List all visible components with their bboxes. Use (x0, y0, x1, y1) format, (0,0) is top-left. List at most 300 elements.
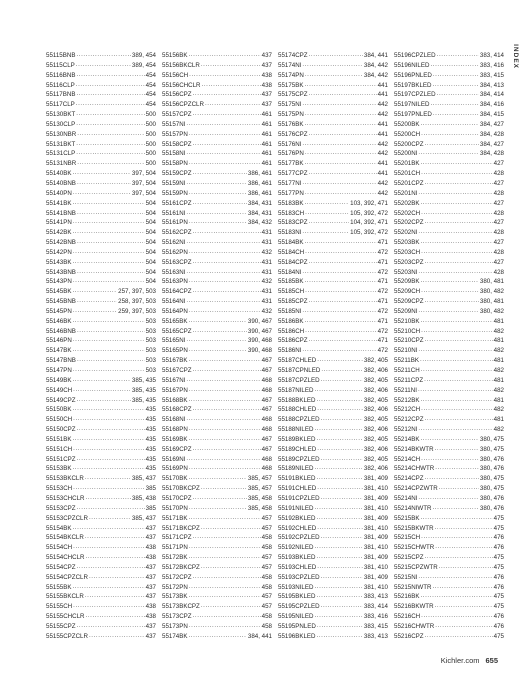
part-number: 55216BK (394, 593, 420, 601)
part-number: 55141PN (46, 219, 72, 227)
part-number: 55164PN (162, 307, 188, 315)
index-entry (278, 622, 388, 632)
index-entry (46, 366, 156, 376)
part-number: 55192NILED (278, 544, 314, 552)
index-entry (394, 356, 504, 366)
part-number: 55186NI (278, 347, 302, 355)
page-reference: 471 (377, 317, 388, 325)
part-number: 55203CPZ (394, 258, 424, 266)
index-entry (394, 602, 504, 612)
index-entry (46, 573, 156, 583)
index-entry (162, 317, 272, 327)
dot-leader (193, 258, 261, 268)
dot-leader (317, 474, 363, 484)
part-number: 55163CPZ (162, 258, 192, 266)
index-entry (162, 277, 272, 287)
part-number: 55116BNB (46, 71, 76, 79)
part-number: 55191CPZLED (278, 494, 320, 502)
page-reference: 383, 414 (479, 52, 504, 59)
part-number: 55153CPZCLR (46, 514, 88, 522)
page-reference: 500 (145, 140, 156, 148)
page-reference: 475 (493, 524, 504, 532)
dot-leader (89, 632, 145, 642)
dot-leader (317, 435, 363, 445)
dot-leader (302, 228, 349, 238)
page-reference: 458 (261, 534, 272, 542)
dot-leader (317, 622, 363, 632)
part-number: 55130BKT (46, 111, 76, 119)
dot-leader (437, 51, 479, 61)
part-number: 55195CPZLED (278, 603, 320, 611)
dot-leader (420, 396, 492, 406)
part-number: 55183NI (278, 229, 302, 237)
index-entry (278, 169, 388, 179)
part-number: 55196BKLED (278, 632, 316, 640)
dot-leader (73, 189, 131, 199)
page-reference: 431 (261, 258, 272, 266)
page-reference: 381, 409 (363, 514, 388, 522)
part-number: 55169BK (162, 435, 188, 443)
index-entry (278, 543, 388, 553)
page-reference: 383, 414 (363, 603, 388, 611)
page-reference: 435 (145, 455, 156, 463)
part-number: 55130NBR (46, 130, 77, 138)
page-reference: 454 (145, 71, 156, 79)
dot-leader (189, 425, 261, 435)
page-reference: 384, 431 (247, 199, 272, 207)
dot-leader (76, 61, 131, 71)
dot-leader (425, 336, 493, 346)
index-entry (394, 179, 504, 189)
dot-leader (321, 494, 363, 504)
dot-leader (305, 327, 377, 337)
part-number: 55212BK (394, 396, 420, 404)
index-entry (162, 287, 272, 297)
dot-leader (189, 71, 261, 81)
part-number: 55150BK (46, 406, 72, 414)
index-entry (162, 455, 272, 465)
index-entry (46, 445, 156, 455)
index-entry (162, 120, 272, 130)
part-number: 55215CHWTR (394, 544, 435, 552)
index-entry (278, 346, 388, 356)
page-reference: 427 (493, 219, 504, 227)
index-entry (46, 336, 156, 346)
page-reference: 257, 397, 503 (118, 288, 156, 296)
index-entry (162, 445, 272, 455)
dot-leader (76, 100, 145, 110)
index-entry (46, 543, 156, 553)
page-reference: 104, 392, 471 (350, 219, 388, 227)
dot-leader (73, 307, 117, 317)
dot-leader (420, 592, 492, 602)
dot-leader (432, 504, 478, 514)
index-entry (46, 464, 156, 474)
page-reference: 504 (145, 229, 156, 237)
index-entry (278, 573, 388, 583)
dot-leader (418, 494, 479, 504)
dot-leader (186, 415, 260, 425)
dot-leader (418, 228, 492, 238)
dot-leader (317, 396, 363, 406)
part-number: 55172PN (162, 583, 188, 591)
part-number: 55175CPZ (278, 91, 308, 99)
dot-leader (76, 110, 144, 120)
dot-leader (76, 51, 130, 61)
dot-leader (193, 228, 261, 238)
dot-leader (425, 553, 493, 563)
dot-leader (193, 573, 261, 583)
part-number: 55153BK (46, 465, 72, 473)
dot-leader (73, 602, 145, 612)
dot-leader (309, 297, 377, 307)
part-number: 55176NI (278, 140, 302, 148)
dot-leader (73, 415, 145, 425)
index-entry (46, 159, 156, 169)
index-entry (162, 543, 272, 553)
part-number: 55168PN (162, 426, 188, 434)
page-reference: 503 (145, 337, 156, 345)
dot-leader (305, 209, 349, 219)
dot-leader (420, 120, 478, 130)
index-entry (162, 602, 272, 612)
part-number: 55117BNB (46, 91, 76, 99)
dot-leader (425, 474, 479, 484)
index-entry (278, 494, 388, 504)
index-entry (46, 149, 156, 159)
part-number: 55140PN (46, 189, 72, 197)
page-reference: 381, 410 (363, 504, 388, 512)
index-entry (394, 317, 504, 327)
index-entry (278, 533, 388, 543)
page-reference: 431 (261, 268, 272, 276)
part-number: 55167BK (162, 357, 188, 365)
part-number: 55143BNB (46, 268, 76, 276)
page-reference: 475 (493, 603, 504, 611)
index-entry (162, 592, 272, 602)
part-number: 55175NI (278, 101, 302, 109)
index-entry (46, 612, 156, 622)
dot-leader (420, 238, 492, 248)
page-reference: 427 (493, 199, 504, 207)
index-entry (46, 199, 156, 209)
part-number: 55187CPNLED (278, 367, 321, 374)
part-number: 55154CH (46, 544, 73, 552)
page-reference: 458 (261, 583, 272, 591)
part-number: 55175PN (278, 111, 304, 119)
dot-leader (421, 287, 479, 297)
index-entry (394, 583, 504, 593)
page-reference: 457 (261, 524, 272, 532)
index-entry (278, 425, 388, 435)
part-number: 55159CPZ (162, 170, 192, 178)
part-number: 55143PN (46, 278, 72, 286)
page-reference: 438 (261, 71, 272, 79)
part-number: 55159PN (162, 189, 188, 197)
part-number: 55167PN (162, 386, 188, 394)
part-number: 55185BK (278, 278, 304, 286)
part-number: 55192CHLED (278, 524, 317, 532)
page-reference: 380, 476 (479, 455, 504, 463)
dot-leader (201, 563, 261, 573)
index-entry (46, 455, 156, 465)
page-reference: 441 (377, 170, 388, 178)
dot-leader (439, 484, 479, 494)
page-reference: 442 (377, 150, 388, 158)
part-number: 55211NI (394, 386, 417, 394)
part-number: 55171BK (162, 514, 188, 522)
page-reference: 384, 427 (479, 120, 504, 128)
page-reference: 476 (493, 583, 504, 591)
dot-leader (73, 543, 145, 553)
page-reference: 475 (493, 593, 504, 601)
page-reference: 428 (493, 248, 504, 256)
dot-leader (193, 90, 261, 100)
page-reference: 427 (493, 239, 504, 247)
page-reference: 383, 413 (363, 632, 388, 640)
index-entry (278, 327, 388, 337)
dot-leader (205, 100, 261, 110)
part-number: 55140BNB (46, 179, 76, 187)
index-entry (46, 376, 156, 386)
dot-leader (432, 583, 492, 593)
page-reference: 471 (377, 337, 388, 345)
index-entry (162, 61, 272, 71)
part-number: 55153BKCLR (46, 475, 84, 483)
part-number: 55150CPZ (46, 426, 76, 434)
index-entry (46, 396, 156, 406)
index-entry (162, 100, 272, 110)
index-entry (46, 258, 156, 268)
page-reference: 385, 438 (131, 494, 156, 502)
page-reference: 461 (261, 111, 272, 119)
page-reference: 432 (261, 278, 272, 286)
part-number: 55196CPZLED (394, 52, 436, 59)
dot-leader (188, 51, 260, 61)
index-entry (162, 81, 272, 91)
page-reference: 471 (377, 239, 388, 247)
part-number: 55189CPZLED (278, 455, 320, 463)
index-entry (394, 425, 504, 435)
dot-leader (420, 277, 478, 287)
index-entry (46, 632, 156, 642)
page-reference: 475 (493, 514, 504, 522)
dot-leader (193, 169, 247, 179)
part-number: 55185CPZ (278, 298, 308, 306)
page-reference: 385, 435 (131, 376, 156, 384)
page-reference: 481 (493, 376, 504, 384)
page-reference: 381, 410 (363, 485, 388, 493)
part-number: 55214CHWTR (394, 465, 435, 473)
index-entry (278, 524, 388, 534)
page-reference: 381, 410 (363, 544, 388, 552)
page-reference: 504 (145, 268, 156, 276)
part-number: 55151CH (46, 445, 73, 453)
index-entry (278, 514, 388, 524)
page-reference: 382, 405 (363, 396, 388, 404)
index-column-1 (46, 51, 156, 642)
page-reference: 471 (377, 258, 388, 266)
page-reference: 482 (493, 327, 504, 335)
page-reference: 472 (377, 248, 388, 256)
index-entry (46, 277, 156, 287)
index-entry (162, 307, 272, 317)
part-number: 55170BKCPZ (162, 485, 200, 493)
page-reference: 481 (493, 337, 504, 345)
dot-leader (72, 464, 144, 474)
index-entry (394, 51, 504, 61)
index-entry (278, 130, 388, 140)
dot-leader (421, 169, 493, 179)
index-entry (394, 455, 504, 465)
page-reference: 504 (145, 248, 156, 256)
part-number: 55154BKCLR (46, 534, 84, 542)
page-reference: 385 (145, 504, 156, 512)
part-number: 55184CPZ (278, 258, 308, 266)
index-entry (162, 356, 272, 366)
page-reference: 504 (145, 219, 156, 227)
page-reference: 384, 442 (363, 71, 388, 79)
dot-leader (314, 543, 362, 553)
part-number: 55211CH (394, 367, 420, 374)
part-number: 55200BK (394, 120, 420, 128)
part-number: 55212NI (394, 426, 418, 434)
page-reference: 437 (261, 52, 272, 59)
page-reference: 457 (261, 514, 272, 522)
page-reference: 481 (493, 317, 504, 325)
part-number: 55155BKCLR (46, 593, 84, 601)
index-entry (278, 445, 388, 455)
page-reference: 476 (493, 544, 504, 552)
index-entry (278, 51, 388, 61)
part-number: 55147PN (46, 367, 72, 374)
part-number: 55216BKWTR (394, 603, 434, 611)
part-number: 55153CPZ (46, 504, 76, 512)
page-reference: 382, 405 (363, 376, 388, 384)
page-reference: 458 (261, 622, 272, 630)
dot-leader (321, 376, 363, 386)
index-entry (162, 209, 272, 219)
part-number: 55211BK (394, 357, 419, 365)
part-number: 55192CPZLED (278, 534, 320, 542)
page-reference: 472 (377, 327, 388, 335)
index-entry (46, 583, 156, 593)
dot-leader (76, 149, 144, 159)
index-entry (394, 287, 504, 297)
page-reference: 461 (261, 160, 272, 168)
index-entry (394, 238, 504, 248)
part-number: 55165NI (162, 337, 186, 345)
dot-leader (193, 287, 261, 297)
page-reference: 386, 461 (247, 189, 272, 197)
index-entry (278, 376, 388, 386)
dot-leader (420, 435, 478, 445)
part-number: 55171PN (162, 544, 188, 552)
page-reference: 468 (261, 455, 272, 463)
page-reference: 390, 468 (247, 347, 272, 355)
dot-leader (77, 425, 145, 435)
page-reference: 467 (261, 445, 272, 453)
page-reference: 435 (145, 416, 156, 424)
index-entry (394, 327, 504, 337)
index-entry (278, 396, 388, 406)
index-entry (46, 514, 156, 524)
index-column-2 (162, 51, 272, 642)
page-reference: 461 (261, 140, 272, 148)
index-entry (162, 632, 272, 642)
part-number: 55141BNB (46, 209, 76, 217)
part-number: 55174NI (278, 61, 302, 69)
part-number: 55193CHLED (278, 563, 317, 571)
index-entry (278, 228, 388, 238)
index-entry (394, 140, 504, 150)
index-entry (278, 386, 388, 396)
page-reference: 461 (261, 130, 272, 138)
index-entry (46, 425, 156, 435)
page-reference: 437 (145, 593, 156, 601)
index-entry (162, 268, 272, 278)
part-number: 55183BK (278, 199, 304, 207)
part-number: 55202NI (394, 229, 418, 237)
index-entry (162, 514, 272, 524)
dot-leader (435, 524, 493, 534)
index-entry (46, 238, 156, 248)
index-entry (162, 228, 272, 238)
dot-leader (72, 199, 144, 209)
part-number: 55210CH (394, 327, 421, 335)
part-number: 55167CPZ (162, 367, 192, 374)
dot-leader (309, 258, 377, 268)
dot-leader (85, 474, 131, 484)
part-number: 55157PN (162, 130, 188, 138)
page-reference: 384, 428 (479, 150, 504, 158)
dot-leader (77, 238, 145, 248)
index-entry (46, 592, 156, 602)
index-entry (46, 71, 156, 81)
dot-leader (72, 258, 144, 268)
dot-leader (189, 130, 261, 140)
dot-leader (309, 218, 350, 228)
dot-leader (420, 356, 493, 366)
index-entry (394, 307, 504, 317)
dot-leader (305, 189, 377, 199)
index-entry (278, 563, 388, 573)
dot-leader (193, 199, 247, 209)
part-number: 55215NI (394, 573, 418, 581)
dot-leader (73, 484, 145, 494)
index-entry (394, 218, 504, 228)
part-number: 55131NBR (46, 160, 77, 168)
part-number: 55196NILED (394, 61, 430, 69)
part-number: 55197PNLED (394, 111, 432, 119)
page-reference: 385, 435 (131, 396, 156, 404)
dot-leader (314, 464, 362, 474)
index-entry (394, 592, 504, 602)
page-reference: 384, 441 (247, 632, 272, 640)
page-reference: 441 (377, 81, 388, 89)
part-number: 55215BKWTR (394, 524, 434, 532)
page-reference: 471 (377, 278, 388, 286)
part-number: 55210NI (394, 347, 418, 355)
part-number: 55142BNB (46, 239, 76, 247)
part-number: 55175BK (278, 81, 304, 89)
index-entry (278, 356, 388, 366)
page-reference: 382, 406 (363, 445, 388, 453)
index-entry (394, 494, 504, 504)
dot-leader (433, 71, 479, 81)
page-reference: 380, 482 (479, 288, 504, 296)
part-number: 55151BK (46, 435, 72, 443)
